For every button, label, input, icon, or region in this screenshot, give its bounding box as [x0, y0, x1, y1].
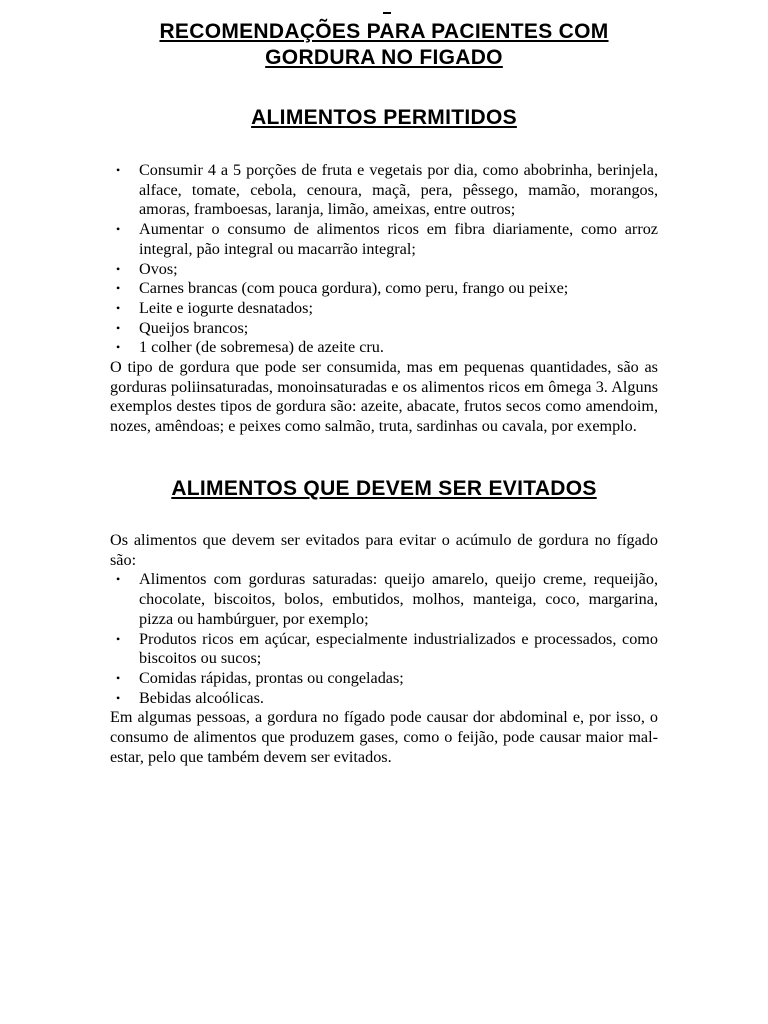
list-item	[110, 299, 658, 319]
page-top-mark	[383, 12, 391, 14]
list-item-text: Bebidas alcoólicas.	[139, 688, 264, 707]
permitted-foods-list-block	[110, 161, 658, 437]
avoid-foods-block	[110, 531, 658, 767]
list-item-text: Queijos brancos;	[139, 318, 249, 337]
list-item-text: Produtos ricos em açúcar, especialmente industrializados e processados, como biscoitos ou sucos;	[139, 629, 658, 668]
title-line-2: GORDURA NO FIGADO	[265, 46, 503, 69]
list-item-text: Consumir 4 a 5 porções de fruta e vegetais por dia, como abobrinha, berinjela, alface, tomate, cebola, cenoura, maçã, pera, pêssego, mamão, morangos, amoras, framboesas, laranja, limão, ameixas, entre outros;	[139, 161, 658, 219]
list-item	[110, 338, 658, 358]
bullet-icon: •	[116, 670, 121, 685]
list-item-text: Ovos;	[139, 259, 178, 278]
healthy-fats-paragraph: O tipo de gordura que pode ser consumida, mas em pequenas quantidades, são as gorduras poliinsaturadas, monoinsaturadas e os alimentos ricos em ômega 3. Alguns exemplos destes tipos de gordura são: azeite, abacate, frutos secos como amendoim, nozes, amêndoas; e peixes como salmão, truta, sardinhas ou cavala, por exemplo.	[110, 358, 658, 436]
avoid-intro-paragraph: Os alimentos que devem ser evitados para evitar o acúmulo de gordura no fígado são:	[110, 531, 658, 569]
list-item	[110, 319, 658, 339]
bullet-icon: •	[116, 690, 121, 705]
bullet-icon: •	[116, 340, 121, 355]
list-item	[110, 669, 658, 689]
list-item	[110, 161, 658, 220]
bullet-icon: •	[116, 281, 121, 296]
bullet-icon: •	[116, 320, 121, 335]
list-item	[110, 220, 658, 259]
list-item	[110, 630, 658, 669]
list-item-text: Leite e iogurte desnatados;	[139, 298, 313, 317]
list-item-text: Aumentar o consumo de alimentos ricos em fibra diariamente, como arroz integral, pão integral ou macarrão integral;	[139, 220, 658, 258]
list-item-text: 1 colher (de sobremesa) de azeite cru.	[139, 338, 384, 357]
list-item-text: Alimentos com gorduras saturadas: queijo amarelo, queijo creme, requeijão, chocolate, biscoitos, bolos, embutidos, molhos, manteiga, coco, margarina, pizza ou hambúrguer, por exemplo;	[139, 570, 658, 628]
list-item	[110, 279, 658, 299]
avoid-foods-list	[110, 570, 658, 708]
abdominal-pain-paragraph: Em algumas pessoas, a gordura no fígado pode causar dor abdominal e, por isso, o consumo de alimentos que produzem gases, como o feijão, pode causar maior mal-estar, pelo que também devem ser evitados.	[110, 708, 658, 766]
bullet-icon: •	[116, 631, 121, 646]
bullet-icon: •	[116, 261, 121, 276]
bullet-icon: •	[116, 572, 121, 587]
list-item	[110, 689, 658, 709]
bullet-icon: •	[116, 300, 121, 315]
section-heading-avoid: ALIMENTOS QUE DEVEM SER EVITADOS	[171, 477, 597, 500]
permitted-foods-list	[110, 161, 658, 358]
list-item-text: Carnes brancas (com pouca gordura), como peru, frango ou peixe;	[139, 279, 569, 298]
section-heading-permitted: ALIMENTOS PERMITIDOS	[251, 106, 517, 129]
document-title	[110, 19, 658, 71]
list-item	[110, 570, 658, 629]
bullet-icon: •	[116, 163, 121, 177]
bullet-icon: •	[116, 222, 121, 237]
title-line-1: RECOMENDAÇÕES PARA PACIENTES COM	[159, 20, 609, 43]
list-item-text: Comidas rápidas, prontas ou congeladas;	[139, 668, 404, 687]
list-item	[110, 260, 658, 280]
